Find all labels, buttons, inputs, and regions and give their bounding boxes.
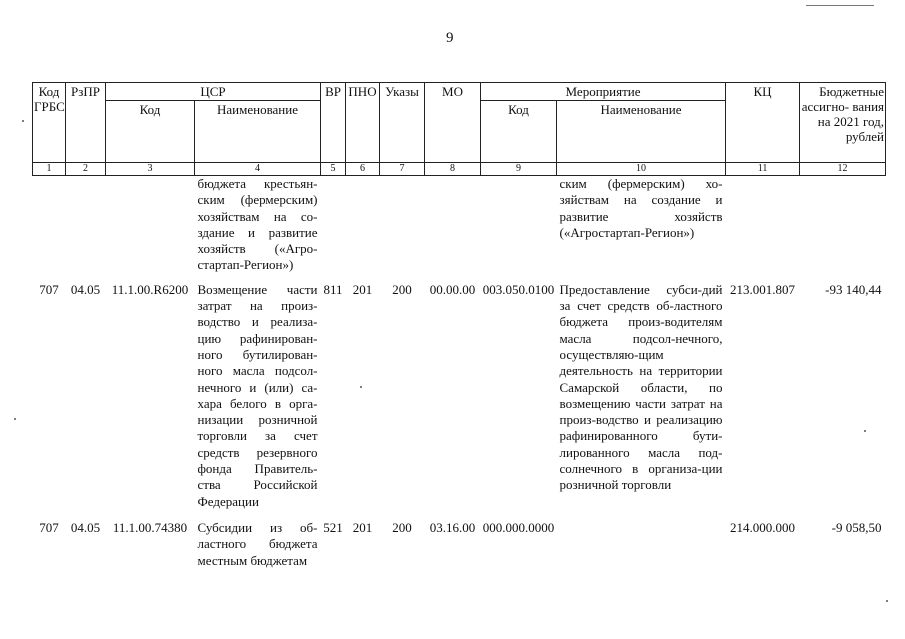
scan-speck — [886, 600, 888, 602]
header-budget: Бюджетные ассигно- вания на 2021 год, рублей — [800, 83, 886, 163]
csr-code-cell: 11.1.00.R6200 — [111, 281, 189, 297]
scan-speck — [360, 386, 362, 388]
header-row-1 — [33, 83, 886, 101]
column-number: 4 — [195, 163, 321, 176]
table-row-continuation — [33, 176, 886, 274]
event-code-cell: 000.000.0000 — [482, 519, 555, 535]
event-name-cell: Предоставление субси-дий за счет средств об-ластного бюджета произ-водителям масла подсол-нечного, осуществляю-щим деятельность на территории Самарской области, по возмещению части затрат на произ-водство и реализацию рафинированного бути-лированного масла под-солнечного в организа-ции розничной торговли — [559, 281, 723, 493]
header-pno: ПНО — [346, 83, 380, 163]
amount-cell: -9 058,50 — [831, 519, 882, 535]
column-number: 1 — [33, 163, 66, 176]
header-event-name: Наименование — [557, 101, 726, 163]
csr-name-cell: Возмещение части затрат на произ-водство и реализа-цию рафинирован-ного бутилирован-ного масла подсол-нечного и (или) са-хара белого в орга-низации розничной торговли за счет средств резервного фонда Правитель-ства Российской Федерации — [197, 281, 318, 509]
budget-table — [32, 82, 886, 569]
table-row — [33, 510, 886, 569]
column-number: 12 — [800, 163, 886, 176]
csr-name-cell: Субсидии из об-ластного бюджета местным бюджетам — [197, 519, 318, 568]
header-rzpr: РзПР — [66, 83, 106, 163]
rzpr-cell: 04.05 — [70, 281, 101, 297]
event-code-cell: 003.050.0100 — [482, 281, 555, 297]
column-number: 6 — [346, 163, 380, 176]
scan-speck — [14, 418, 16, 420]
ukazy-cell: 200 — [392, 519, 412, 535]
kc-cell: 214.000.000 — [730, 519, 796, 535]
header-grbs: Код ГРБС — [33, 83, 66, 163]
column-number-row — [33, 163, 886, 176]
vr-cell: 521 — [323, 519, 343, 535]
scan-speck — [864, 430, 866, 432]
mo-cell: 03.16.00 — [429, 519, 476, 535]
vr-cell: 811 — [323, 281, 343, 297]
grbs-cell: 707 — [39, 281, 59, 297]
column-number: 11 — [726, 163, 800, 176]
rzpr-cell: 04.05 — [70, 519, 101, 535]
event-name-cell — [557, 510, 726, 569]
csr-name-cell: бюджета крестьян-ским (фермерским) хозяйствам на со-здание и развитие хозяйств («Агро-стартап-Регион») — [197, 176, 318, 273]
column-number: 10 — [557, 163, 726, 176]
column-number: 5 — [321, 163, 346, 176]
ukazy-cell: 200 — [392, 281, 412, 297]
header-ukazy: Указы — [380, 83, 425, 163]
column-number: 2 — [66, 163, 106, 176]
header-csr-code: Код — [106, 101, 195, 163]
table-row — [33, 274, 886, 510]
column-number: 8 — [425, 163, 481, 176]
page-number: 9 — [446, 30, 454, 46]
header-event-code: Код — [481, 101, 557, 163]
header-csr-name: Наименование — [195, 101, 321, 163]
top-rule — [806, 5, 874, 6]
amount-cell: -93 140,44 — [825, 281, 882, 297]
kc-cell: 213.001.807 — [730, 281, 796, 297]
mo-cell: 00.00.00 — [429, 281, 476, 297]
pno-cell: 201 — [352, 281, 373, 297]
scan-speck — [22, 120, 24, 122]
header-kc: КЦ — [726, 83, 800, 163]
pno-cell: 201 — [352, 519, 373, 535]
header-csr: ЦСР — [106, 83, 321, 101]
grbs-cell: 707 — [39, 519, 59, 535]
column-number: 7 — [380, 163, 425, 176]
event-name-cell: ским (фермерским) хо-зяйствам на создание и развитие хозяйств («Агростартап-Регион») — [559, 176, 723, 240]
csr-code-cell: 11.1.00.74380 — [112, 519, 188, 535]
column-number: 9 — [481, 163, 557, 176]
column-number: 3 — [106, 163, 195, 176]
header-event: Мероприятие — [481, 83, 726, 101]
header-vr: ВР — [321, 83, 346, 163]
header-mo: МО — [425, 83, 481, 163]
